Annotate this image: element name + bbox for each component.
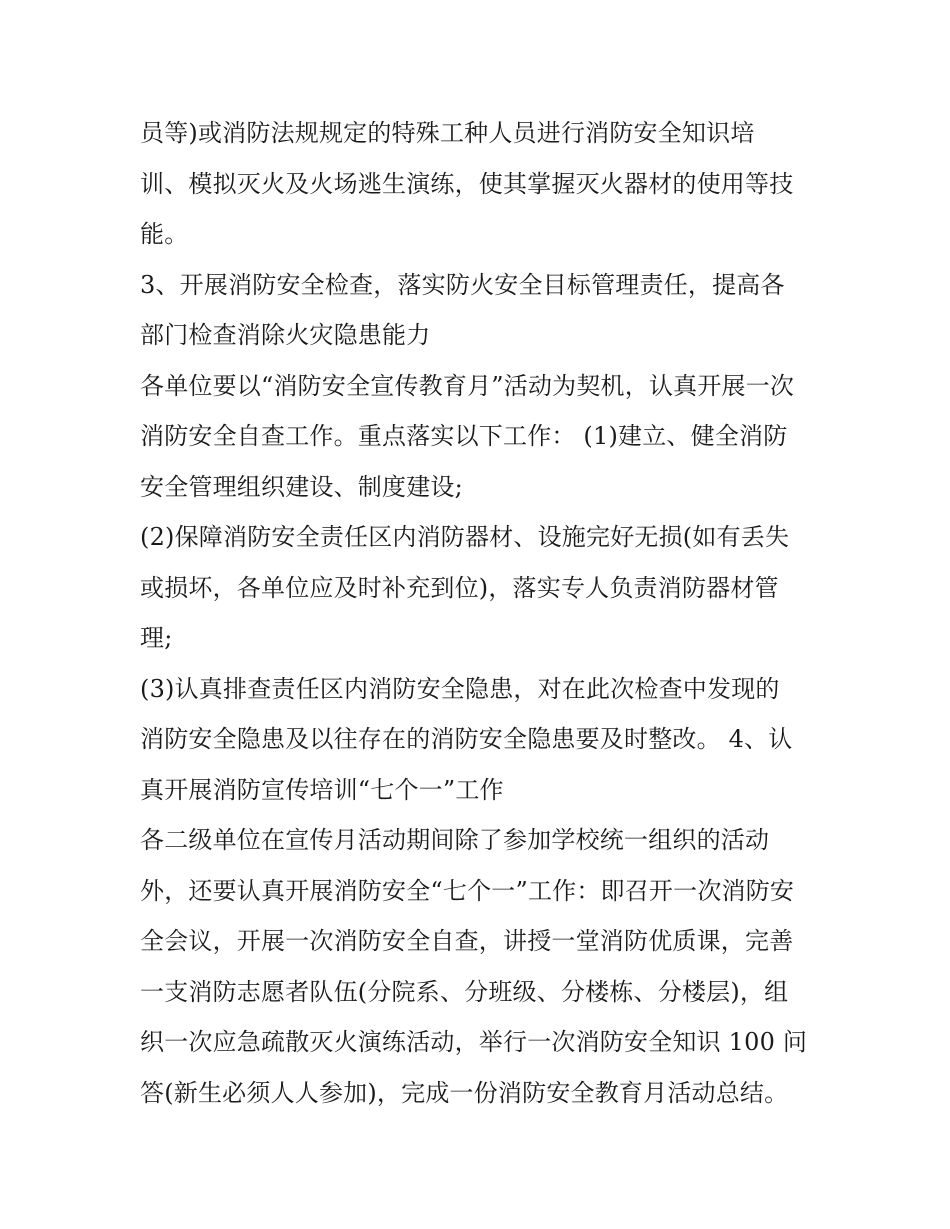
text-line: 员等)或消防法规规定的特殊工种人员进行消防安全知识培 xyxy=(140,119,755,147)
text-line: (2)保障消防安全责任区内消防器材、设施完好无损(如有丢失 xyxy=(140,523,790,551)
text-line: 消防安全自查工作。重点落实以下工作： (1)建立、健全消防 xyxy=(140,422,788,450)
text-line: 各二级单位在宣传月活动期间除了参加学校统一组织的活动 xyxy=(140,826,770,854)
text-line: 全会议，开展一次消防安全自查，讲授一堂消防优质课，完善 xyxy=(140,927,794,955)
text-line: 安全管理组织建设、制度建设; xyxy=(140,472,463,501)
section-heading-line: 部门检查消除火灾隐患能力 xyxy=(140,321,431,349)
text-line: 训、模拟灭火及火场逃生演练，使其掌握灭火器材的使用等技 xyxy=(140,169,794,198)
document-body xyxy=(140,108,820,1118)
text-line: 消防安全隐患及以往存在的消防安全隐患要及时整改。 4、认 xyxy=(140,725,793,753)
text-line: 能。 xyxy=(140,220,189,248)
text-line: 外，还要认真开展消防安全“七个一”工作：即召开一次消防安 xyxy=(140,876,795,905)
section-heading-line: 3、开展消防安全检查，落实防火安全目标管理责任，提高各 xyxy=(140,270,785,299)
text-line: 各单位要以“消防安全宣传教育月”活动为契机，认真开展一次 xyxy=(140,371,795,400)
section-heading-line: 真开展消防宣传培训“七个一”工作 xyxy=(140,775,504,804)
text-line: 理; xyxy=(140,624,173,652)
text-line: 答(新生必须人人参加)，完成一份消防安全教育月活动总结。 xyxy=(140,1078,789,1107)
text-line: (3)认真排查责任区内消防安全隐患，对在此次检查中发现的 xyxy=(140,674,780,703)
text-line: 一支消防志愿者队伍(分院系、分班级、分楼栋、分楼层)，组 xyxy=(140,977,789,1006)
text-line: 或损坏，各单位应及时补充到位)，落实专人负责消防器材管 xyxy=(140,573,779,602)
text-line: 织一次应急疏散灭火演练活动，举行一次消防安全知识 100 问 xyxy=(140,1028,808,1056)
